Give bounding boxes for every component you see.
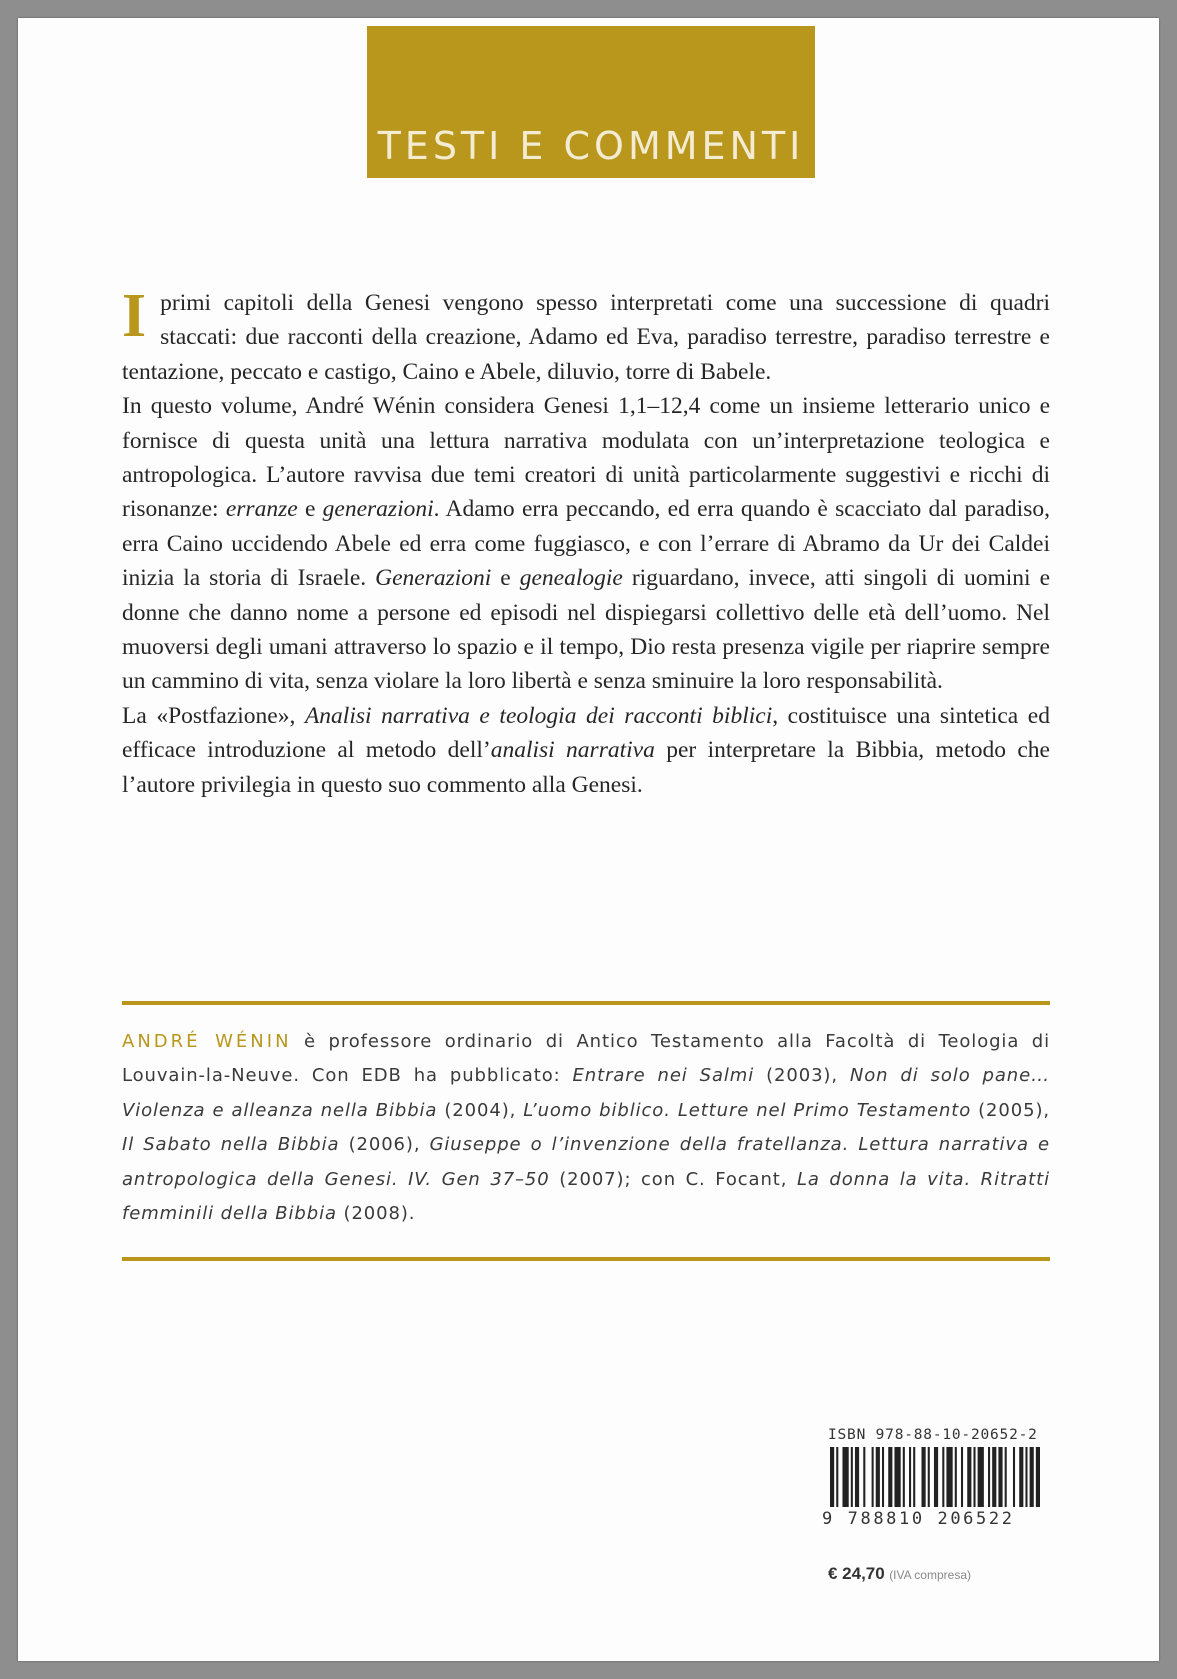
blurb-paragraph-1 (122, 282, 1050, 389)
blurb-emphasis: generazioni (322, 496, 434, 523)
barcode-bar (1036, 1447, 1040, 1507)
barcode-bar (973, 1447, 975, 1507)
bio-text: (2007); con C. Focant, (549, 1168, 797, 1190)
blurb-text: In questo volume, André Wénin considera Genesi 1,1–12,4 come un insieme letterario unico e fornisce di questa unità una lettura narrativa modulata con un’interpretazione teologica e antropologica. L’autore ravvisa due temi creatori di unità particolarmente suggestivi e ricchi di risonanze: (122, 393, 1050, 523)
blurb-text: riguardano, invece, atti singoli di uomini e donne che danno nome a persone ed episodi nel dispiegarsi collettivo delle età dell’uomo. Nel muoversi degli umani attraverso lo spazio e il tempo, Dio resta presenza vigile per riaprire sempre un cammino di vita, senza violare la loro libertà e senza sminuire la loro responsabilità. (122, 565, 1050, 695)
barcode-bar (882, 1447, 884, 1507)
bio-text: (2005), (971, 1099, 1051, 1121)
price-note: (IVA compresa) (889, 1568, 971, 1582)
barcode-bar (934, 1447, 938, 1507)
blurb-paragraph-2 (122, 389, 1050, 699)
book-title: Il Sabato nella Bibbia (122, 1134, 340, 1156)
book-title: La donna la vita. Ritratti femminili della Bibbia (122, 1168, 1050, 1225)
barcode-bar (1030, 1447, 1034, 1507)
barcode-bar (961, 1447, 963, 1507)
blurb-text: primi capitoli della Genesi vengono spesso interpretati come una successione di quadri staccati: due racconti della creazione, Adamo ed Eva, paradiso terrestre, paradiso terrestre e tentazione, peccato e castigo, Caino e Abele, diluvio, torre di Babele. (122, 290, 1050, 385)
barcode-bar (955, 1447, 957, 1507)
barcode-bar (992, 1447, 996, 1507)
blurb-emphasis: erranze (225, 496, 298, 523)
blurb-emphasis: Generazioni (375, 565, 492, 592)
barcode-bar (830, 1447, 834, 1507)
barcode-bar (1013, 1447, 1015, 1507)
barcode-bar (851, 1447, 853, 1507)
blurb-text: , costituisce una sintetica ed efficace introduzione al metodo dell’ (122, 702, 1050, 764)
bio-text: (2008). (336, 1203, 416, 1225)
divider-top (122, 1001, 1050, 1005)
blurb-text: per interpretare la Bibbia, metodo che l’autore privilegia in questo suo commento alla Genesi. (122, 737, 1050, 798)
barcode-bar (894, 1447, 900, 1507)
barcode-digits: 9 788810 206522 (822, 1509, 1015, 1529)
barcode-bar (1019, 1447, 1023, 1507)
price-amount: € 24,70 (828, 1564, 885, 1583)
barcode-bar (928, 1447, 930, 1507)
barcode-bar (946, 1447, 952, 1507)
author-bio (122, 1025, 1050, 1231)
back-cover (18, 18, 1159, 1661)
blurb-paragraph-3 (122, 699, 1050, 802)
blurb-text: e (491, 565, 520, 592)
barcode-bar (1025, 1447, 1027, 1507)
drop-cap: I (122, 282, 147, 350)
blurb-emphasis: genealogie (519, 565, 623, 592)
barcode-bar (942, 1447, 944, 1507)
price (828, 1564, 971, 1584)
book-title: Entrare nei Salmi (572, 1065, 755, 1087)
barcode-bar (967, 1447, 971, 1507)
bio-text: (2004), (437, 1099, 524, 1121)
bio-text: è professore ordinario di Antico Testamento alla Facoltà di Teologia di Louvain-la-Neuve. Con EDB ha pubblicato: (122, 1031, 1050, 1087)
barcode-bar (863, 1447, 865, 1507)
barcode-bar (913, 1447, 915, 1507)
book-title: Giuseppe o l’invenzione della fratellanza. Lettura narrativa e antropologica della Genesi. IV. Gen 37–50 (122, 1134, 1050, 1190)
barcode-bar (872, 1447, 874, 1507)
blurb (122, 282, 1050, 802)
blurb-text: . Adamo erra peccando, ed erra quando è scacciato dal paradiso, erra Caino uccidendo Abele ed erra come fuggiasco, e con l’errare di Abramo da Ur dei Caldei inizia la storia di Israele. (122, 496, 1050, 592)
bio-text: (2003), (754, 1065, 850, 1087)
barcode-bar (988, 1447, 990, 1507)
series-banner (367, 26, 815, 178)
barcode-bar (903, 1447, 905, 1507)
barcode-bar (978, 1447, 984, 1507)
barcode-bar (998, 1447, 1002, 1507)
blurb-emphasis: Analisi narrativa e teologia dei racconti biblici (304, 702, 773, 729)
book-title: Non di solo pane… Violenza e alleanza nella Bibbia (122, 1065, 1050, 1121)
barcode-bar (836, 1447, 838, 1507)
blurb-emphasis: analisi narrativa (490, 737, 655, 764)
author-name: ANDRÉ WÉNIN (122, 1031, 292, 1052)
blurb-text: e (297, 496, 323, 523)
barcode-bar (876, 1447, 880, 1507)
barcode-bar (855, 1447, 859, 1507)
divider-bottom (122, 1257, 1050, 1261)
barcode-bar (842, 1447, 848, 1507)
blurb-text: La «Postfazione», (122, 702, 305, 729)
barcode-bar (909, 1447, 911, 1507)
barcode-bar (1005, 1447, 1007, 1507)
barcode-icon (830, 1447, 1040, 1507)
barcode-bar (888, 1447, 892, 1507)
isbn-label: ISBN 978-88-10-20652-2 (828, 1427, 1038, 1443)
book-title: L’uomo biblico. Letture nel Primo Testamento (523, 1099, 972, 1121)
bio-text: (2006), (339, 1134, 430, 1156)
barcode-bar (921, 1447, 925, 1507)
series-title: TESTI E COMMENTI (377, 124, 805, 168)
